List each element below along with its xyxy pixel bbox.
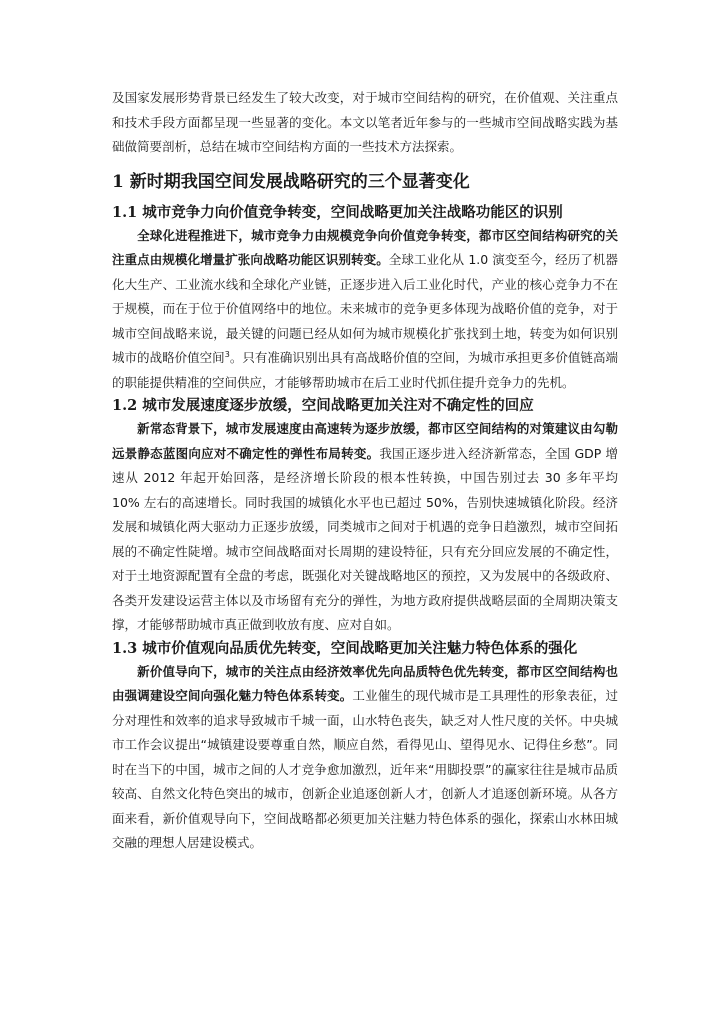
section-1-1-body-a: 全球工业化从 1.0 演变至今，经历了机器化大生产、工业流水线和全球化产业链，正逐步进入后工业化时代，产业的核心竞争力不在于规模，而在于位于价值网络中的地位。未来城市的竞争更多体现为战略价值的竞争，对于城市空间战略来说，最关键的问题已经从如何为城市规模化扩张找到土地，转变为如何识别城市的战略价值空间: [112, 252, 618, 365]
section-1-1-heading: 1.1 城市竞争力向价值竞争转变，空间战略更加关注战略功能区的识别: [112, 203, 563, 221]
section-1-3-body: 工业催生的现代城市是工具理性的形象表征，过分对理性和效率的追求导致城市千城一面，山水特色丧失，缺乏对人性尺度的关怀。中央城市工作会议提出“城镇建设要尊重自然，顺应自然，看得见山、望得见水、记得住乡愁”。同时在当下的中国，城市之间的人才竞争愈加激烈，近年来“用脚投票”的赢家往往是城市品质较高、自然文化特色突出的城市，创新企业追逐创新人才，创新人才追逐创新环境。从各方面来看，新价值观导向下，空间战略都必须更加关注魅力特色体系的强化，探索山水林田城交融的理想人居建设模式。: [112, 688, 618, 850]
document-page: [112, 86, 618, 856]
section-1-1-paragraph: [112, 224, 618, 396]
footnote-ref: 3: [224, 349, 230, 359]
section-1-heading: 1 新时期我国空间发展战略研究的三个显著变化: [112, 171, 470, 192]
section-1-3-paragraph: [112, 660, 618, 856]
intro-paragraph: 及国家发展形势背景已经发生了较大改变，对于城市空间结构的研究，在价值观、关注重点和技术手段方面都呈现一些显著的变化。本文以笔者近年参与的一些城市空间战略实践为基础做简要剖析，总结在城市空间结构方面的一些技术方法探索。: [112, 90, 618, 154]
section-1-3-lead: 新价值导向下，城市的关注点由经济效率优先向品质特色优先转变，都市区空间结构也由强调建设空间向强化魅力特色体系转变。: [112, 663, 618, 703]
section-1-2-paragraph: [112, 417, 618, 638]
section-1-1-body-b: 。只有准确识别出具有高战略价值的空间，为城市承担更多价值链高端的职能提供精准的空间供应，才能够帮助城市在后工业时代抓住提升竞争力的先机。: [112, 350, 618, 390]
section-1-3-heading: 1.3 城市价值观向品质优先转变，空间战略更加关注魅力特色体系的强化: [112, 639, 578, 657]
section-1-2-lead: 新常态背景下，城市发展速度由高速转为逐步放缓，都市区空间结构的对策建议由勾勒远景静态蓝图向应对不确定性的弹性布局转变。: [112, 421, 618, 461]
section-1-2-heading: 1.2 城市发展速度逐步放缓，空间战略更加关注对不确定性的回应: [112, 397, 534, 414]
section-1-2-body: 我国正逐步进入经济新常态，全国 GDP 增速从 2012 年起开始回落，是经济增长阶段的根本性转换，中国告别过去 30 多年平均 10% 左右的高速增长。同时我国的城镇化水平也已超过 50%，告别快速城镇化阶段。经济发展和城镇化两大驱动力正逐步放缓，同类城市之间对于机遇的竞争日趋激烈，城市空间拓展的不确定性陡增。城市空间战略面对长周期的建设特征，只有充分回应发展的不确定性，对于土地资源配置有全盘的考虑，既强化对关键战略地区的预控，又为发展中的各级政府、各类开发建设运营主体以及市场留有充分的弹性，为地方政府提供战略层面的全周期决策支撑，才能够帮助城市真正做到收放有度、应对自如。: [112, 445, 618, 632]
section-1-1-lead: 全球化进程推进下，城市竞争力由规模竞争向价值竞争转变，都市区空间结构研究的关注重点由规模化增量扩张向战略功能区识别转变。: [112, 227, 618, 267]
